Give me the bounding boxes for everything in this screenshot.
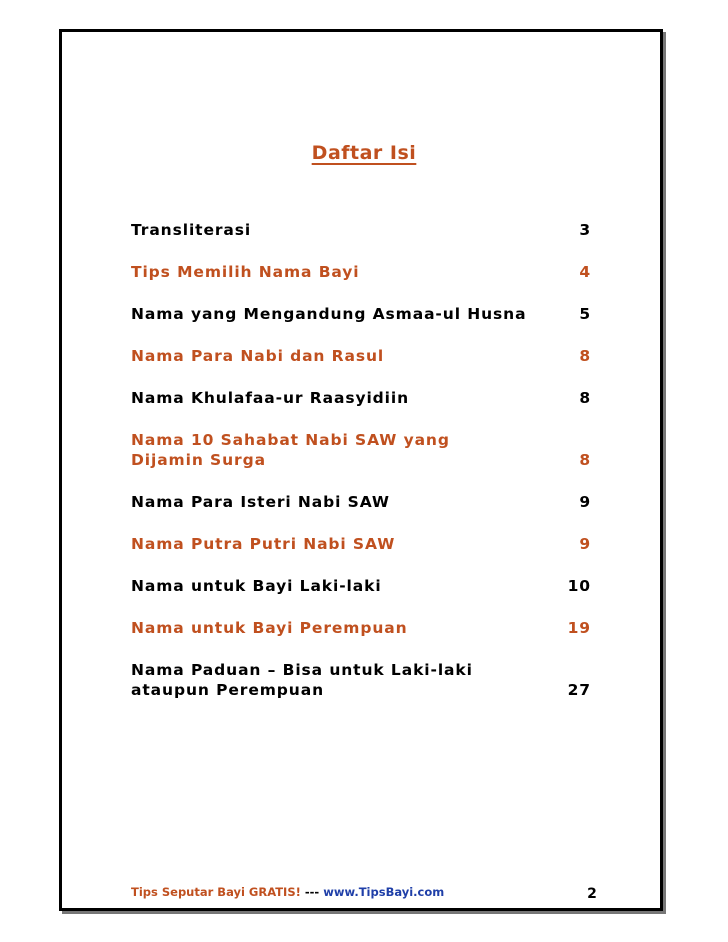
toc-entry-label-line1: Nama 10 Sahabat Nabi SAW yang	[131, 431, 450, 449]
toc-entry-transliterasi[interactable]	[131, 220, 591, 240]
toc-entry-khulafaa[interactable]	[131, 388, 591, 408]
toc-entry-sahabat[interactable]	[131, 430, 591, 470]
toc-entry-asmaa-ul-husna[interactable]	[131, 304, 591, 324]
toc-entry-paduan[interactable]	[131, 660, 591, 700]
toc-entry-page: 9	[579, 535, 591, 553]
toc-entry-label-line2: Dijamin Surga	[131, 451, 266, 469]
toc-entry-isteri[interactable]	[131, 492, 591, 512]
toc-entry-page: 9	[579, 493, 591, 511]
toc-entry-label	[131, 430, 551, 470]
toc-entry-page: 8	[579, 389, 591, 407]
toc-entry-label: Nama Putra Putri Nabi SAW	[131, 535, 396, 553]
toc-entry-label-line1: Nama Paduan – Bisa untuk Laki-laki	[131, 661, 473, 679]
toc-entry-label: Nama Para Nabi dan Rasul	[131, 347, 385, 365]
toc-entry-page: 8	[579, 451, 591, 469]
toc-entry-nabi-rasul[interactable]	[131, 346, 591, 366]
toc-entry-label: Nama Khulafaa-ur Raasyidiin	[131, 389, 410, 407]
toc-entry-perempuan[interactable]	[131, 618, 591, 638]
toc-title	[0, 142, 728, 164]
toc-entry-label: Tips Memilih Nama Bayi	[131, 263, 360, 281]
table-of-contents	[131, 220, 591, 722]
toc-entry-putra-putri[interactable]	[131, 534, 591, 554]
toc-entry-page: 5	[579, 305, 591, 323]
toc-entry-laki-laki[interactable]	[131, 576, 591, 596]
footer-separator: ---	[300, 885, 324, 899]
toc-title-text: Daftar Isi	[311, 142, 417, 164]
toc-entry-label	[131, 660, 551, 700]
toc-entry-label: Transliterasi	[131, 221, 252, 239]
toc-entry-page: 3	[579, 221, 591, 239]
toc-entry-label: Nama untuk Bayi Laki-laki	[131, 577, 382, 595]
page-footer	[131, 885, 444, 899]
footer-site-link[interactable]: www.TipsBayi.com	[323, 885, 445, 899]
toc-entry-label: Nama yang Mengandung Asmaa-ul Husna	[131, 305, 527, 323]
toc-entry-label: Nama untuk Bayi Perempuan	[131, 619, 408, 637]
toc-entry-page: 27	[567, 681, 591, 699]
toc-entry-page: 8	[579, 347, 591, 365]
toc-entry-label: Nama Para Isteri Nabi SAW	[131, 493, 390, 511]
toc-entry-page: 4	[579, 263, 591, 281]
toc-entry-page: 10	[567, 577, 591, 595]
toc-entry-tips-memilih[interactable]	[131, 262, 591, 282]
footer-brand: Tips Seputar Bayi GRATIS!	[131, 885, 301, 899]
toc-entry-page: 19	[567, 619, 591, 637]
page-number: 2	[587, 886, 597, 902]
toc-entry-label-line2: ataupun Perempuan	[131, 681, 325, 699]
